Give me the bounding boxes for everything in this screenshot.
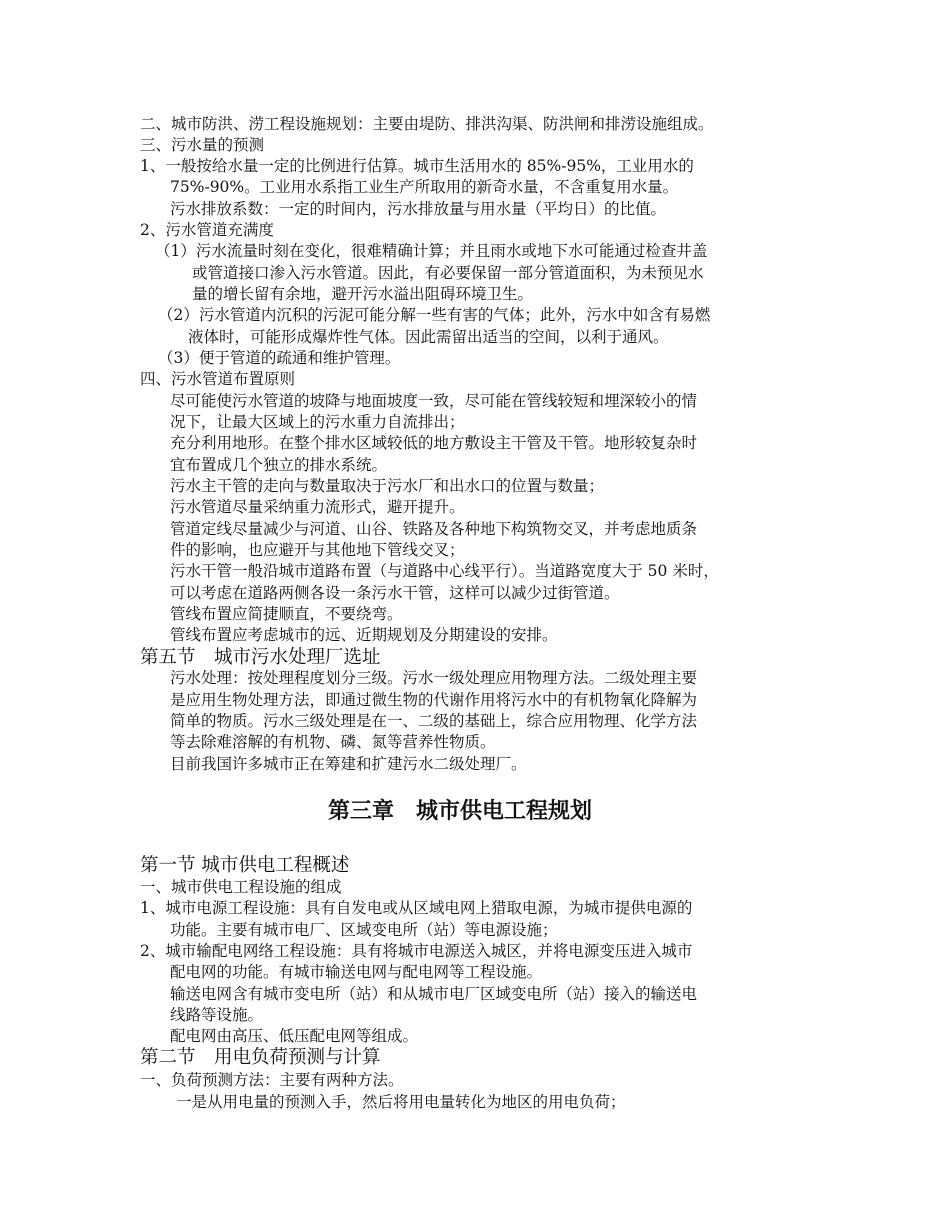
text-line: 线路等设施。 [170, 1006, 264, 1024]
text-line: 2、污水管道充满度 [140, 221, 274, 239]
text-line: 污水主干管的走向与数量取决于污水厂和出水口的位置与数量； [170, 477, 605, 495]
text-line: 充分利用地形。在整个排水区域较低的地方敷设主干管及干管。地形较复杂时 [170, 434, 698, 452]
section-heading: 一、负荷预测方法：主要有两种方法。 [140, 1071, 404, 1089]
section-title: 第二节 用电负荷预测与计算 [140, 1047, 381, 1068]
chapter-title: 第三章 城市供电工程规划 [328, 799, 593, 824]
section-title: 第一节 城市供电工程概述 [140, 855, 350, 876]
text-line: 可以考虑在道路两侧各设一条污水干管，这样可以减少过街管道。 [170, 584, 620, 602]
text-line: 输送电网含有城市变电所（站）和从城市电厂区域变电所（站）接入的输送电 [170, 985, 698, 1003]
text-line: 污水干管一般沿城市道路布置（与道路中心线平行）。当道路宽度大于 50 米时， [170, 562, 719, 580]
section-heading: 四、污水管道布置原则 [140, 370, 296, 388]
text-line: 管线布置应简捷顺直，不要绕弯。 [170, 605, 403, 623]
text-line: 目前我国许多城市正在筹建和扩建污水二级处理厂。 [170, 755, 527, 773]
text-line: 宜布置成几个独立的排水系统。 [170, 456, 388, 474]
text-line: 况下，让最大区域上的污水重力自流排出； [170, 413, 465, 431]
text-line: 配电网由高压、低压配电网等组成。 [170, 1027, 419, 1045]
text-line: 污水管道尽量采纳重力流形式，避开提升。 [170, 498, 465, 516]
text-line: 1、城市电源工程设施：具有自发电或从区域电网上猎取电源，为城市提供电源的 [140, 899, 693, 917]
text-line: 简单的物质。污水三级处理是在一、二级的基础上，综合应用物理、化学方法 [170, 712, 698, 730]
text-line: 一是从用电量的预测入手，然后将用电量转化为地区的用电负荷； [176, 1093, 626, 1111]
text-line: 2、城市输配电网络工程设施：具有将城市电源送入城区，并将电源变压进入城市 [140, 942, 693, 960]
text-line: 管线布置应考虑城市的远、近期规划及分期建设的安排。 [170, 626, 558, 644]
text-line: 75%-90%。工业用水系指工业生产所取用的新奇水量，不含重复用水量。 [170, 178, 679, 196]
text-line: 污水排放系数：一定的时间内，污水排放量与用水量（平均日）的比值。 [170, 200, 667, 218]
text-line: 件的影响，也应避开与其他地下管线交叉； [170, 541, 465, 559]
text-line: 功能。主要有城市电厂、区域变电所（站）等电源设施； [170, 921, 558, 939]
text-line: （1）污水流量时刻在变化，很难精确计算；并且雨水或地下水可能通过检查井盖 [155, 242, 708, 260]
section-heading: 一、城市供电工程设施的组成 [140, 878, 342, 896]
text-line: 等去除难溶解的有机物、磷、氮等营养性物质。 [170, 733, 496, 751]
text-line: 或管道接口渗入污水管道。因此，有必要保留一部分管道面积，为未预见水 [192, 264, 704, 282]
section-heading: 三、污水量的预测 [140, 136, 265, 154]
text-line: 液体时，可能形成爆炸性气体。因此需留出适当的空间，以利于通风。 [188, 328, 669, 346]
text-line: 配电网的功能。有城市输送电网与配电网等工程设施。 [170, 963, 543, 981]
text-line: 是应用生物处理方法，即通过微生物的代谢作用将污水中的有机物氧化降解为 [170, 691, 698, 709]
text-line: 二、城市防洪、涝工程设施规划：主要由堤防、排洪沟渠、防洪闸和排涝设施组成。 [140, 115, 714, 133]
text-line: （2）污水管道内沉积的污泥可能分解一些有害的气体；此外，污水中如含有易燃 [158, 306, 711, 324]
text-line: 管道定线尽量减少与河道、山谷、铁路及各种地下构筑物交叉，并考虑地质条 [170, 520, 698, 538]
text-line: 污水处理：按处理程度划分三级。污水一级处理应用物理方法。二级处理主要 [170, 669, 698, 687]
text-line: 尽可能使污水管道的坡降与地面坡度一致，尽可能在管线较短和埋深较小的情 [170, 392, 698, 410]
text-line: （3）便于管道的疏通和维护管理。 [158, 349, 401, 367]
text-line: 量的增长留有余地，避开污水溢出阻碍环境卫生。 [192, 285, 534, 303]
text-line: 1、一般按给水量一定的比例进行估算。城市生活用水的 85%-95%，工业用水的 [140, 157, 694, 175]
section-title: 第五节 城市污水处理厂选址 [140, 647, 381, 668]
